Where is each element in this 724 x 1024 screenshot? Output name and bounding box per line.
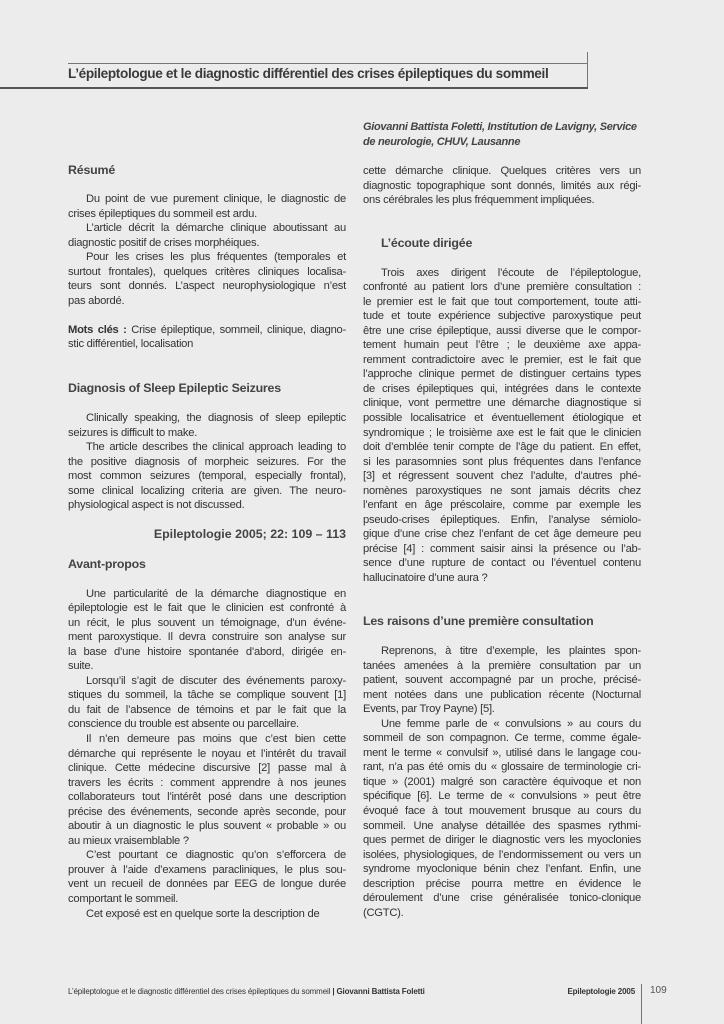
text-line: tique » (2001) malgré son caractère équivoque et non [363,775,641,788]
avant-propos-heading: Avant-propos [68,557,146,571]
text-line: conscience du trouble est absente ou parcellaire. [68,718,299,731]
header-rule-bottom [0,87,588,89]
text-line: pas abordé. [68,294,125,307]
footer-rule [641,984,642,1024]
continuation-body [363,164,641,208]
text-line: le premier est le fait que tout comportement, toute atti- [363,295,641,308]
text-line: teurs sont donnés. L’aspect neurophysiologique n’est [68,280,346,293]
continuation-section [363,164,641,208]
text-line: spécifique [6]. Le terme de « convulsions » peut être [363,790,641,803]
ecoute-body [363,266,641,586]
text-line: tement humain peut l’être ; le deuxième axe appa- [363,339,641,352]
english-abstract-section [68,381,346,513]
text-line: Events, par Troy Payne) [5]. [363,703,495,716]
text-line: comportant le sommeil. [68,892,179,905]
text-line: du fait de l’absence de témoins et par le fait que la [68,703,346,716]
text-line: sence d’une rupture de contact ou l’éventuel contenu [363,557,641,570]
text-line: (CGTC). [363,906,404,919]
text-line: [3] et régressent souvent chez l’adulte, d’autres phé- [363,470,641,483]
text-line: ment le terme « convulsif », utilisé dans le langage cou- [363,746,641,759]
text-line: cette démarche clinique. Quelques critères vers un [363,165,641,177]
text-line: hallucinatoire d’une aura ? [363,571,488,584]
raisons-body [363,644,641,920]
english-body [68,411,346,513]
text-line: si les parasomnies sont plus fréquentes dans l’enfance [363,455,641,468]
text-line: syndromique ; le troisième axe est le fait que le clinicien [363,426,641,439]
footer-running-title [68,987,425,996]
text-line: nomènes paroxystiques ne sont jamais décrits chez [363,484,641,497]
text-line: syndrome myoclonique bénin chez l’enfant. Enfin, une [363,863,641,876]
footer-journal-text: Epileptologie 2005 [567,987,635,996]
ecoute-section [363,236,641,586]
article-running-title: L’épileptologue et le diagnostic différentiel des crises épileptiques du sommeil [68,66,549,81]
text-line: diagnostic positif de crises morphéiques. [68,236,260,249]
header-rule-vertical [587,52,588,89]
text-line: précise [4] : comment saisir ainsi la présence ou l’ab- [363,542,641,555]
text-line: travers les écrits : comment apprendre à nos jeunes [68,776,346,789]
text-line: aboutir à un diagnostic le plus souvent « probable » ou [68,820,346,833]
text-line: confronté au patient lors d’une première consultation : [363,281,641,294]
text-line: la base d’une histoire spontanée d’abord, dirigée en- [68,645,346,658]
text-line: Une particularité de la démarche diagnostique en [86,587,346,600]
text-line: être une crise épileptique, aussi diverse que le compor- [363,324,641,337]
text-line: tude et toute expérience subjective paroxystique peut [363,310,641,323]
text-line: patient, souvent accompagné par un proche, précisé- [363,674,641,687]
text-line: pseudo-crises épileptiques. Enfin, l’analyse sémiolo- [363,513,641,526]
text-line: stiques du sommeil, la tâche se complique souvent [1] [68,689,346,702]
text-line: sommeil. Une analyse détaillée des spasmes rythmi- [363,819,641,832]
raisons-section [363,614,641,920]
text-line: un récit, le plus souvent un témoignage, d’un événe- [68,616,346,629]
keywords-line-1 [68,323,346,338]
keywords-line-2: stic différentiel, localisation [68,338,194,351]
author-line-1: Giovanni Battista Foletti, Institution de Lavigny, Service [363,121,637,133]
text-line: physiological aspect is not discussed. [68,499,245,512]
text-line: Clinically speaking, the diagnosis of sleep epileptic [86,412,346,424]
text-line: Il n’en demeure pas moins que c’est bien cette [86,732,346,745]
text-line: au mieux vraisemblable ? [68,834,189,847]
text-line: l’enfant en âge préscolaire, comme par exemple les [363,499,641,512]
text-line: Pour les crises les plus fréquentes (temporales et [86,251,346,264]
text-line: suite. [68,660,94,673]
author-affiliation [363,120,641,149]
text-line: isolées, physiologiques, de l’endormissement ou vers un [363,848,641,861]
footer-author: Giovanni Battista Foletti [336,987,425,996]
text-line: Reprenons, à titre d’exemple, les plaintes spon- [381,645,641,657]
text-line: ment paroxystique. Il devra construire son analyse sur [68,631,346,644]
text-line: collaborateurs tout l’intérêt posé dans une description [68,791,346,804]
text-line: de crises épileptiques qui, intégrées dans le contexte [363,382,641,395]
footer-title: L’épileptologue et le diagnostic différentiel des crises épileptiques du sommeil [68,987,331,996]
resume-heading: Résumé [68,163,116,177]
text-line: possible localisatrice et éventuellement étiologique et [363,411,641,424]
avant-propos-body [68,587,346,922]
text-line: Cet exposé est en quelque sorte la description de [86,907,320,920]
keywords-label: Mots clés : [68,323,127,336]
text-line: évoqué face à tout mouvement brusque au cours du [363,805,641,818]
ecoute-heading: L’écoute dirigée [381,236,473,250]
text-line: diagnostic topographique sont donnés, limités aux régi- [363,179,641,192]
text-line: Trois axes dirigent l’écoute de l’épileptologue, [381,266,641,279]
english-heading: Diagnosis of Sleep Epileptic Seizures [68,381,281,395]
text-line: ons cérébrales les plus fréquemment impliquées. [363,194,595,207]
footer-separator: | [330,987,337,996]
citation: Epileptologie 2005; 22: 109 – 113 [153,527,346,541]
text-line: précise des événements, seconde après seconde, pour [68,805,346,818]
text-line: démarche qui représente le noyau et l’intérêt du travail [68,747,346,760]
text-line: most common seizures (temporal, especially frontal), [68,470,346,483]
text-line: gique d’une crise chez l’enfant de cet âge demeure peu [363,528,641,541]
text-line: déroulement d’une crise généralisée tonico-clonique [363,892,641,905]
text-line: ment notées dans une publication récente (Nocturnal [363,688,641,701]
page-number: 109 [650,985,667,996]
header-rule-top [68,63,587,64]
keywords-text: Crise épileptique, sommeil, clinique, diagno- [126,323,346,336]
text-line: some clinical localizing criteria are given. The neuro- [68,484,346,497]
text-line: clinique, vont permettre une démarche diagnostique si [363,397,641,410]
resume-section [68,163,346,352]
text-line: sommeil de son compagnon. Ce terme, comme égale- [363,732,641,745]
text-line: clinique. Cette médecine discursive [2] passe mal à [68,762,346,775]
text-line: Lorsqu’il s’agit de discuter des événements paroxy- [86,674,346,687]
text-line: surtout frontales), quelques critères cliniques localisa- [68,265,346,278]
text-line: prouver à l’aide d’examens paracliniques, le plus sou- [68,863,346,876]
text-line: description précise pourra mettre en évidence le [363,877,641,890]
footer-journal [567,987,635,996]
text-line: l’approche clinique permet de distinguer certains types [363,368,641,381]
text-line: remment contradictoire avec le premier, est le fait que [363,353,641,366]
text-line: the positive diagnosis of morpheic seizures. For the [68,455,346,468]
raisons-heading: Les raisons d’une première consultation [363,614,594,628]
text-line: Du point de vue purement clinique, le diagnostic de [86,193,346,205]
text-line: L’article décrit la démarche clinique aboutissant au [86,222,346,235]
text-line: ques permet de diriger le diagnostic vers les myoclonies [363,834,641,847]
resume-body [68,192,346,308]
text-line: crises épileptiques du sommeil est ardu. [68,207,257,220]
text-line: tanées amenées à la première consultation par un [363,659,641,672]
text-line: doit d’emblée tenir compte de l’âge du patient. En effet, [363,441,641,454]
text-line: Une femme parle de « convulsions » au cours du [381,717,641,730]
text-line: seizures is difficult to make. [68,426,198,439]
text-line: The article describes the clinical approach leading to [86,441,346,454]
text-line: vent un recueil de données par EEG de longue durée [68,878,346,891]
avant-propos-section [68,557,346,921]
author-line-2: de neurologie, CHUV, Lausanne [363,135,521,148]
text-line: C’est pourtant ce diagnostic qu’on s’efforcera de [86,849,346,862]
text-line: rant, n’a pas été omis du « glossaire de terminologie cri- [363,761,641,774]
text-line: épileptologie est le fait que le clinicien est confronté à [68,602,346,615]
